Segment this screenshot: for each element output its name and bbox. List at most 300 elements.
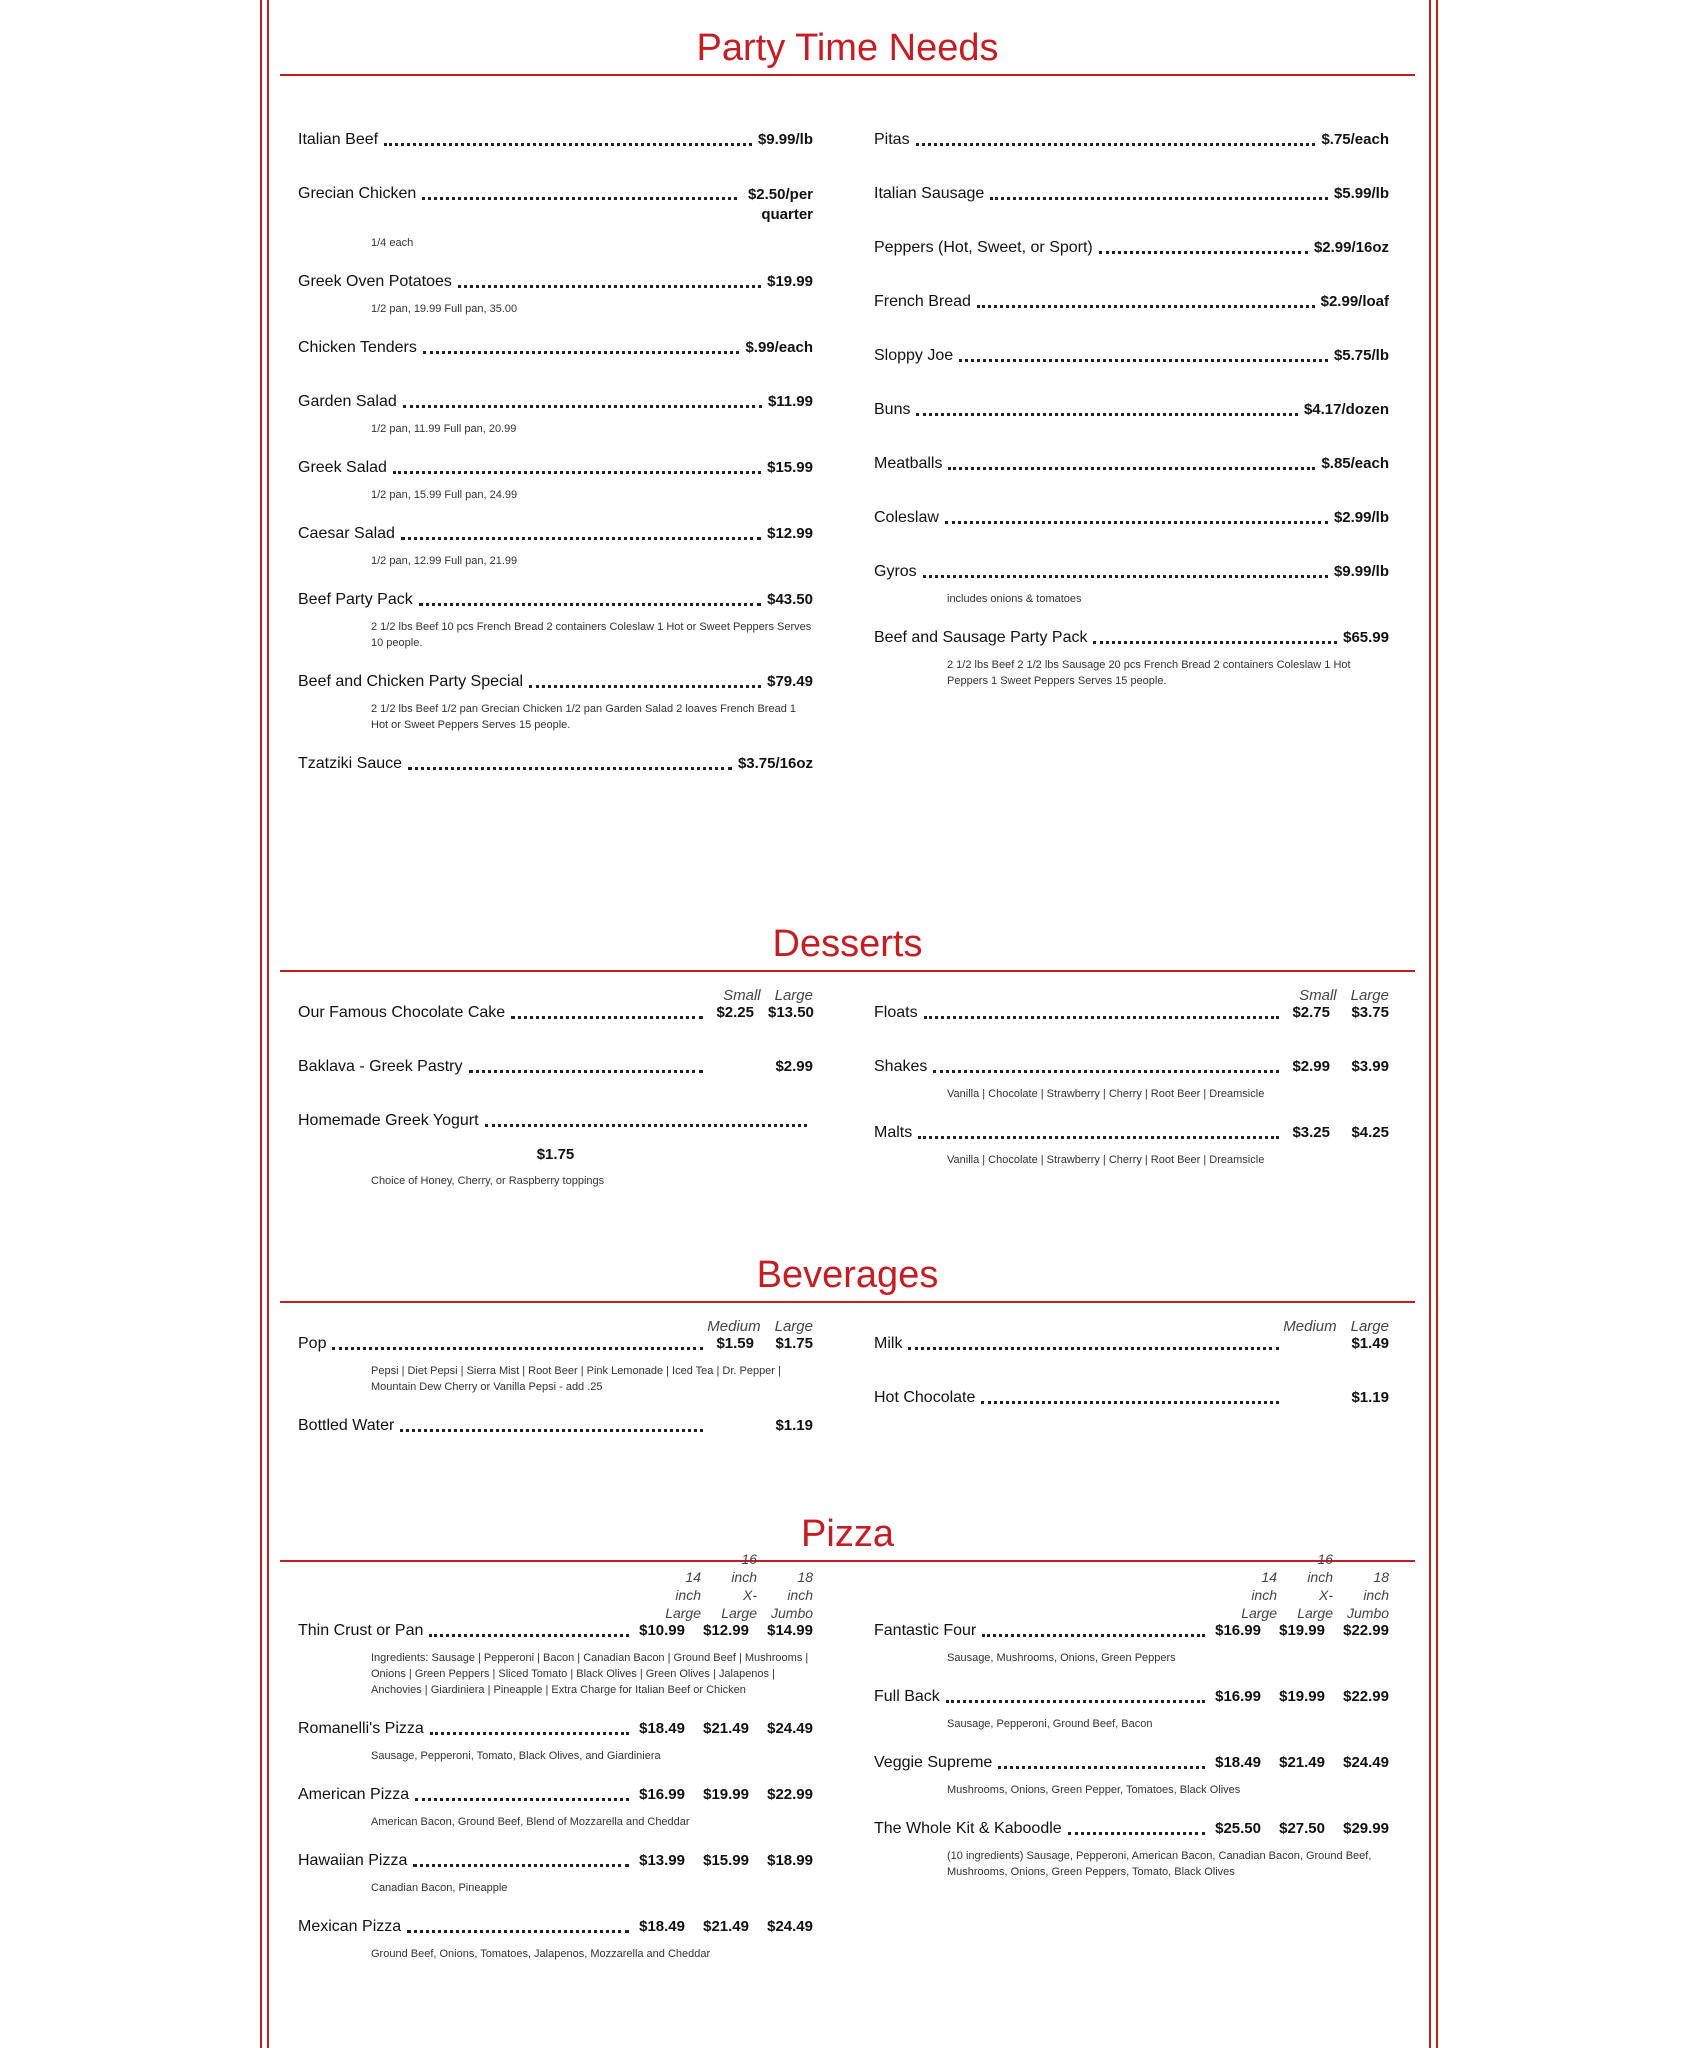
left-border-outer xyxy=(260,0,262,2048)
menu-item-price-p1: $18.49 xyxy=(1215,1754,1261,1771)
menu-item-price-p2: $21.49 xyxy=(703,1918,749,1935)
menu-item-name: Tzatziki Sauce xyxy=(298,755,403,772)
dot-leader xyxy=(403,393,762,408)
menu-item-row xyxy=(874,1124,1389,1142)
size-label-small: Small xyxy=(1299,987,1337,1004)
size-label-14: 14 inch Large xyxy=(665,1569,701,1621)
menu-item-name: Greek Salad xyxy=(298,459,387,476)
menu-item-price: $.75/each xyxy=(1321,131,1389,148)
menu-item-name: Veggie Supreme xyxy=(874,1754,993,1771)
menu-item-prices xyxy=(1211,1754,1389,1771)
menu-item-prices xyxy=(1285,1058,1389,1075)
menu-page xyxy=(280,0,1415,1984)
dot-leader xyxy=(933,1058,1279,1073)
size-label-large: Large xyxy=(774,987,813,1004)
menu-item-price-p3: $22.99 xyxy=(1343,1622,1389,1639)
menu-item-price-p2: $15.99 xyxy=(703,1852,749,1869)
left-border-inner xyxy=(267,0,269,2048)
menu-item-row xyxy=(874,1058,1389,1076)
size-label-16: 16 inch X-Large xyxy=(721,1551,757,1621)
menu-item-row xyxy=(298,1058,813,1076)
menu-item-name: Greek Oven Potatoes xyxy=(298,273,452,290)
menu-item-row xyxy=(298,185,813,225)
dot-leader xyxy=(998,1754,1205,1769)
dot-leader xyxy=(511,1004,703,1019)
menu-item-price-p3: $24.49 xyxy=(767,1918,813,1935)
menu-item-price-p2: $21.49 xyxy=(1279,1754,1325,1771)
menu-item-price: $2.99/16oz xyxy=(1313,239,1389,256)
dot-leader xyxy=(990,185,1328,200)
menu-item-row xyxy=(874,1754,1389,1772)
pizza-section-header xyxy=(280,1511,1415,1562)
menu-item-description: Ground Beef, Onions, Tomatoes, Jalapenos, Mozzarella and Cheddar xyxy=(371,1948,711,1960)
menu-item-name: Homemade Greek Yogurt xyxy=(298,1112,479,1129)
menu-item-name: Chicken Tenders xyxy=(298,339,417,356)
beverages-section-header xyxy=(280,1252,1415,1303)
menu-item-row xyxy=(298,1720,813,1738)
dot-leader xyxy=(401,525,761,540)
dot-leader xyxy=(948,455,1315,470)
menu-item-price-p2: $1.75 xyxy=(775,1335,813,1352)
menu-item-price: $2.50/per quarter xyxy=(747,186,813,223)
menu-item xyxy=(298,185,813,251)
menu-item-name: Sloppy Joe xyxy=(874,347,954,364)
pizza-columns xyxy=(280,1551,1415,1984)
dot-leader xyxy=(959,347,1328,362)
party-right-column xyxy=(874,131,1389,911)
menu-item-price-p1: $18.49 xyxy=(639,1720,685,1737)
menu-item-price-p1: $2.99 xyxy=(1292,1058,1330,1075)
menu-item-row xyxy=(874,185,1389,203)
menu-item-prices xyxy=(709,1417,813,1434)
menu-item xyxy=(874,455,1389,473)
menu-item-prices xyxy=(1285,1335,1389,1352)
menu-item-price-p2: $19.99 xyxy=(1279,1688,1325,1705)
menu-item-prices xyxy=(635,1852,813,1869)
menu-item-price-p2: $3.99 xyxy=(1351,1058,1389,1075)
menu-item-price: $65.99 xyxy=(1343,629,1389,646)
menu-item-row xyxy=(874,1389,1389,1407)
menu-item-price-p2: $12.99 xyxy=(703,1622,749,1639)
menu-item-price: $12.99 xyxy=(767,525,813,542)
size-label-medium: Medium xyxy=(1283,1318,1337,1335)
menu-item-price-p2: $4.25 xyxy=(1351,1124,1389,1141)
menu-item-price-p1 xyxy=(1285,1335,1330,1352)
menu-item-description: 2 1/2 lbs Beef 10 pcs French Bread 2 containers Coleslaw 1 Hot or Sweet Peppers Serves 10 people. xyxy=(371,621,812,649)
pizza-left-items xyxy=(298,1622,813,1962)
menu-item-price: $2.99/lb xyxy=(1333,509,1389,526)
menu-item-price-p1 xyxy=(709,1417,754,1434)
menu-item-name: Our Famous Chocolate Cake xyxy=(298,1004,506,1021)
menu-item xyxy=(874,1058,1389,1102)
dot-leader xyxy=(1093,629,1337,644)
menu-item-row xyxy=(298,339,813,357)
menu-item-prices xyxy=(709,1004,813,1021)
menu-item-row xyxy=(298,393,813,411)
menu-item-name: Italian Beef xyxy=(298,131,379,148)
menu-item-name: Italian Sausage xyxy=(874,185,985,202)
menu-item-row xyxy=(298,1004,813,1022)
pizza-right-column xyxy=(874,1551,1390,1984)
menu-item-price: $43.50 xyxy=(767,591,813,608)
menu-item-price: $.85/each xyxy=(1321,455,1389,472)
menu-item-price-p3: $24.49 xyxy=(1343,1754,1389,1771)
size-label-16: 16 inch X-Large xyxy=(1297,1551,1333,1621)
menu-item-description: 1/4 each xyxy=(371,237,414,249)
menu-item xyxy=(298,1786,813,1830)
menu-item xyxy=(874,1688,1389,1732)
menu-item-row xyxy=(298,1852,813,1870)
menu-item-name: American Pizza xyxy=(298,1786,410,1803)
menu-item xyxy=(298,339,813,357)
menu-item-row xyxy=(874,131,1389,149)
dot-leader xyxy=(415,1786,629,1801)
menu-item-price-p1: $1.59 xyxy=(716,1335,754,1352)
menu-item xyxy=(298,273,813,317)
dot-leader xyxy=(419,591,761,606)
menu-item-price: $.99/each xyxy=(745,339,813,356)
dot-leader xyxy=(916,131,1316,146)
pizza-size-header xyxy=(874,1551,1390,1622)
dot-leader xyxy=(408,755,732,770)
menu-item xyxy=(874,1004,1389,1022)
menu-item-name: Buns xyxy=(874,401,911,418)
menu-item-description: (10 ingredients) Sausage, Pepperoni, American Bacon, Canadian Bacon, Ground Beef, Mushrooms, Onions, Green Peppers, Tomato, Black Olives xyxy=(947,1850,1372,1878)
menu-item-name: Mexican Pizza xyxy=(298,1918,402,1935)
pizza-size-header xyxy=(298,1551,814,1622)
menu-item xyxy=(874,239,1389,257)
menu-item xyxy=(298,459,813,503)
menu-item-row xyxy=(298,459,813,477)
menu-item-name: Beef Party Pack xyxy=(298,591,413,608)
menu-item-description: 1/2 pan, 11.99 Full pan, 20.99 xyxy=(371,423,517,435)
menu-item xyxy=(874,629,1389,689)
menu-item-name: Gyros xyxy=(874,563,917,580)
menu-item-price-p1: $16.99 xyxy=(639,1786,685,1803)
menu-item-row xyxy=(874,1688,1389,1706)
size-label-large: Large xyxy=(774,1318,813,1335)
menu-item-price-p2: $1.19 xyxy=(775,1417,813,1434)
dot-leader xyxy=(485,1112,807,1127)
menu-item-row xyxy=(874,401,1389,419)
menu-item-prices xyxy=(635,1918,813,1935)
menu-item-prices xyxy=(635,1786,813,1803)
menu-item-prices xyxy=(1211,1622,1389,1639)
menu-item-description: Choice of Honey, Cherry, or Raspberry toppings xyxy=(371,1175,605,1187)
menu-item-name: Fantastic Four xyxy=(874,1622,977,1639)
menu-item-price-p1 xyxy=(709,1058,754,1075)
menu-item-name: Romanelli's Pizza xyxy=(298,1720,424,1737)
beverages-size-header xyxy=(298,1303,813,1335)
menu-item-description: 2 1/2 lbs Beef 2 1/2 lbs Sausage 20 pcs French Bread 2 containers Coleslaw 1 Hot Peppers 1 Sweet Peppers Serves 15 people. xyxy=(947,659,1351,687)
menu-item-name: The Whole Kit & Kaboodle xyxy=(874,1820,1062,1837)
menu-item-row xyxy=(874,1335,1389,1353)
pizza-left-column xyxy=(298,1551,814,1984)
dot-leader xyxy=(384,131,752,146)
menu-item-price-p2: $3.75 xyxy=(1351,1004,1389,1021)
menu-item-row xyxy=(298,1622,813,1640)
menu-item-description: includes onions & tomatoes xyxy=(947,593,1082,605)
menu-item xyxy=(874,401,1389,419)
dot-leader xyxy=(400,1417,703,1432)
desserts-section-header xyxy=(280,921,1415,972)
desserts-right-items xyxy=(874,1004,1389,1168)
menu-item-description: Mushrooms, Onions, Green Pepper, Tomatoes, Black Olives xyxy=(947,1784,1241,1796)
menu-item-name: Full Back xyxy=(874,1688,940,1705)
menu-item xyxy=(298,1918,813,1962)
menu-item-name: Milk xyxy=(874,1335,903,1352)
section-divider xyxy=(280,74,1415,76)
menu-item-row xyxy=(874,1820,1389,1838)
menu-item-price: $11.99 xyxy=(767,393,813,410)
menu-item xyxy=(874,1820,1389,1880)
size-label-large: Large xyxy=(1350,987,1389,1004)
menu-item xyxy=(298,131,813,149)
menu-item xyxy=(298,1112,813,1189)
menu-item-row xyxy=(874,1622,1389,1640)
menu-item-price-p2: $27.50 xyxy=(1279,1820,1325,1837)
menu-item xyxy=(874,347,1389,365)
menu-item-price-p3: $29.99 xyxy=(1343,1820,1389,1837)
menu-item xyxy=(874,1335,1389,1353)
menu-item xyxy=(298,1335,813,1395)
dot-leader xyxy=(458,273,761,288)
menu-item-description: 1/2 pan, 12.99 Full pan, 21.99 xyxy=(371,555,518,567)
menu-item xyxy=(874,509,1389,527)
party-section-header xyxy=(280,25,1415,76)
beverages-right-column xyxy=(874,1303,1389,1511)
size-label-small: Small xyxy=(723,987,761,1004)
menu-item-name: Beef and Chicken Party Special xyxy=(298,673,524,690)
menu-item-name: Meatballs xyxy=(874,455,943,472)
menu-item-row xyxy=(298,273,813,291)
menu-item-description: 1/2 pan, 19.99 Full pan, 35.00 xyxy=(371,303,518,315)
menu-item-price-p1: $3.25 xyxy=(1292,1124,1330,1141)
menu-item-price-p3: $22.99 xyxy=(767,1786,813,1803)
menu-item-description: 1/2 pan, 15.99 Full pan, 24.99 xyxy=(371,489,518,501)
menu-item-name: Pitas xyxy=(874,131,910,148)
menu-item-row xyxy=(874,629,1389,647)
dot-leader xyxy=(422,185,737,200)
menu-item-price: $9.99/lb xyxy=(1333,563,1389,580)
menu-item-description: Sausage, Pepperoni, Ground Beef, Bacon xyxy=(947,1718,1153,1730)
menu-item-prices xyxy=(635,1720,813,1737)
desserts-size-header xyxy=(298,972,813,1004)
dot-leader xyxy=(918,1124,1279,1139)
menu-item-row xyxy=(298,1786,813,1804)
menu-item xyxy=(874,131,1389,149)
menu-item xyxy=(298,525,813,569)
section-title-desserts: Desserts xyxy=(772,923,923,965)
size-label-medium: Medium xyxy=(707,1318,761,1335)
dot-leader xyxy=(429,1622,629,1637)
beverages-size-header xyxy=(874,1303,1389,1335)
menu-item-row xyxy=(298,525,813,543)
menu-item xyxy=(298,591,813,651)
menu-item-price-p1: $18.49 xyxy=(639,1918,685,1935)
menu-item-description: 2 1/2 lbs Beef 1/2 pan Grecian Chicken 1/2 pan Garden Salad 2 loaves French Bread 1 Hot or Sweet Peppers Serves 15 people. xyxy=(371,703,796,731)
right-border-inner xyxy=(1429,0,1431,2048)
menu-item xyxy=(874,563,1389,607)
dot-leader xyxy=(1068,1820,1205,1835)
menu-item-price: $5.75/lb xyxy=(1333,347,1389,364)
dot-leader xyxy=(423,339,740,354)
menu-item xyxy=(874,1389,1389,1407)
dot-leader xyxy=(332,1335,703,1350)
menu-item-price: $1.75 xyxy=(536,1146,575,1163)
menu-item-price: $15.99 xyxy=(767,459,813,476)
menu-item-price-p1: $10.99 xyxy=(639,1622,685,1639)
menu-item-price-p3: $18.99 xyxy=(767,1852,813,1869)
menu-item-price-p1: $25.50 xyxy=(1215,1820,1261,1837)
menu-item-price-p3: $24.49 xyxy=(767,1720,813,1737)
menu-item-name: French Bread xyxy=(874,293,971,310)
menu-item-name: Pop xyxy=(298,1335,327,1352)
desserts-size-header xyxy=(874,972,1389,1004)
menu-item-name: Beef and Sausage Party Pack xyxy=(874,629,1088,646)
dot-leader xyxy=(923,563,1328,578)
dot-leader xyxy=(1099,239,1308,254)
menu-item-price-p3: $14.99 xyxy=(767,1622,813,1639)
dot-leader xyxy=(529,673,761,688)
menu-item-row xyxy=(298,1417,813,1435)
menu-item-name: Hot Chocolate xyxy=(874,1389,976,1406)
menu-item-description: Ingredients: Sausage | Pepperoni | Bacon | Canadian Bacon | Ground Beef | Mushrooms | Onions | Green Peppers | Sliced Tomato | Black Olives | Green Olives | Jalapenos | Anchovies | Giardiniera | Pineapple | Extra Charge for Italian Beef or Chicken xyxy=(371,1652,809,1696)
dot-leader xyxy=(413,1852,629,1867)
menu-item-name: Malts xyxy=(874,1124,913,1141)
section-title-pizza: Pizza xyxy=(801,1513,894,1555)
menu-item-description: American Bacon, Ground Beef, Blend of Mozzarella and Cheddar xyxy=(371,1816,690,1828)
party-columns xyxy=(280,131,1415,911)
menu-item xyxy=(874,1124,1389,1168)
beverages-right-items xyxy=(874,1335,1389,1407)
size-label-large: Large xyxy=(1350,1318,1389,1335)
menu-item-price: $19.99 xyxy=(767,273,813,290)
menu-item-prices xyxy=(709,1058,813,1075)
menu-item-name: Floats xyxy=(874,1004,918,1021)
menu-item xyxy=(298,1720,813,1764)
menu-item-row xyxy=(874,1004,1389,1022)
dot-leader xyxy=(916,401,1297,416)
menu-item xyxy=(298,1852,813,1896)
menu-item-description: Vanilla | Chocolate | Strawberry | Cherry | Root Beer | Dreamsicle xyxy=(947,1154,1265,1166)
menu-item-prices xyxy=(1285,1004,1389,1021)
menu-item-row xyxy=(874,509,1389,527)
menu-item-description: Sausage, Pepperoni, Tomato, Black Olives, and Giardiniera xyxy=(371,1750,661,1762)
dot-leader xyxy=(946,1688,1205,1703)
menu-item-price-p3: $22.99 xyxy=(1343,1688,1389,1705)
menu-item xyxy=(874,293,1389,311)
menu-item-name: Thin Crust or Pan xyxy=(298,1622,424,1639)
menu-item-price-p2: $21.49 xyxy=(703,1720,749,1737)
menu-item xyxy=(874,185,1389,203)
menu-item xyxy=(298,755,813,773)
menu-item-price-p2: $1.49 xyxy=(1351,1335,1389,1352)
menu-item-description: Pepsi | Diet Pepsi | Sierra Mist | Root Beer | Pink Lemonade | Iced Tea | Dr. Pepper | Mountain Dew Cherry or Vanilla Pepsi - add .25 xyxy=(371,1365,781,1393)
menu-item-price: $4.17/dozen xyxy=(1303,401,1389,418)
menu-item xyxy=(874,1622,1389,1666)
size-label-18: 18 inch Jumbo xyxy=(771,1569,814,1621)
menu-item-name: Peppers (Hot, Sweet, or Sport) xyxy=(874,239,1093,256)
menu-item xyxy=(298,673,813,733)
menu-item-price: $5.99/lb xyxy=(1333,185,1389,202)
menu-item-row xyxy=(298,673,813,691)
menu-item-row xyxy=(298,1918,813,1936)
dot-leader xyxy=(393,459,761,474)
section-title-party: Party Time Needs xyxy=(696,27,999,69)
menu-item-name: Hawaiian Pizza xyxy=(298,1852,408,1869)
menu-item-prices xyxy=(1285,1124,1389,1141)
menu-item xyxy=(298,1004,813,1022)
menu-item-row xyxy=(298,755,813,773)
menu-item-price-p1 xyxy=(1285,1389,1330,1406)
menu-item xyxy=(298,1622,813,1698)
menu-item-prices xyxy=(635,1622,813,1639)
menu-item xyxy=(298,1417,813,1435)
menu-item-price-p1: $2.75 xyxy=(1292,1004,1330,1021)
dot-leader xyxy=(977,293,1315,308)
menu-item-price-p2: $1.19 xyxy=(1351,1389,1389,1406)
menu-item-price-p2: $19.99 xyxy=(703,1786,749,1803)
menu-item-row xyxy=(874,563,1389,581)
menu-item-prices xyxy=(1211,1688,1389,1705)
size-label-18: 18 inch Jumbo xyxy=(1347,1569,1390,1621)
menu-item-row xyxy=(298,591,813,609)
desserts-columns xyxy=(280,972,1415,1252)
menu-item-price: $79.49 xyxy=(767,673,813,690)
dot-leader xyxy=(981,1389,1279,1404)
desserts-right-column xyxy=(874,972,1389,1252)
size-label-14: 14 inch Large xyxy=(1241,1569,1277,1621)
dot-leader xyxy=(924,1004,1279,1019)
dot-leader xyxy=(469,1058,704,1073)
menu-item xyxy=(874,1754,1389,1798)
menu-item-description: Vanilla | Chocolate | Strawberry | Cherry | Root Beer | Dreamsicle xyxy=(947,1088,1265,1100)
right-border-outer xyxy=(1436,0,1438,2048)
dot-leader xyxy=(982,1622,1205,1637)
menu-item-price-p2: $13.50 xyxy=(768,1004,814,1021)
pizza-right-items xyxy=(874,1622,1389,1880)
beverages-left-column xyxy=(298,1303,813,1511)
menu-item-name: Bottled Water xyxy=(298,1417,395,1434)
menu-item-name: Coleslaw xyxy=(874,509,939,526)
menu-item-price-p2: $2.99 xyxy=(775,1058,813,1075)
menu-item-row xyxy=(874,455,1389,473)
menu-item xyxy=(298,1058,813,1076)
party-left-column xyxy=(298,131,813,911)
dot-leader xyxy=(430,1720,629,1735)
menu-item-description: Canadian Bacon, Pineapple xyxy=(371,1882,508,1894)
menu-item-name: Garden Salad xyxy=(298,393,397,410)
menu-item-row xyxy=(874,347,1389,365)
beverages-left-items xyxy=(298,1335,813,1435)
menu-item-row xyxy=(298,131,813,149)
section-title-beverages: Beverages xyxy=(756,1254,939,1296)
menu-item xyxy=(298,393,813,437)
menu-item-row xyxy=(874,293,1389,311)
dot-leader xyxy=(945,509,1328,524)
beverages-columns xyxy=(280,1303,1415,1511)
menu-item-prices xyxy=(709,1335,813,1352)
menu-item-name: Baklava - Greek Pastry xyxy=(298,1058,463,1075)
menu-item-name: Grecian Chicken xyxy=(298,185,417,202)
menu-item-row xyxy=(874,239,1389,257)
desserts-left-column xyxy=(298,972,813,1252)
menu-item-name: Caesar Salad xyxy=(298,525,395,542)
menu-item-description: Sausage, Mushrooms, Onions, Green Peppers xyxy=(947,1652,1176,1664)
menu-item-name: Shakes xyxy=(874,1058,928,1075)
menu-item-row xyxy=(298,1335,813,1353)
